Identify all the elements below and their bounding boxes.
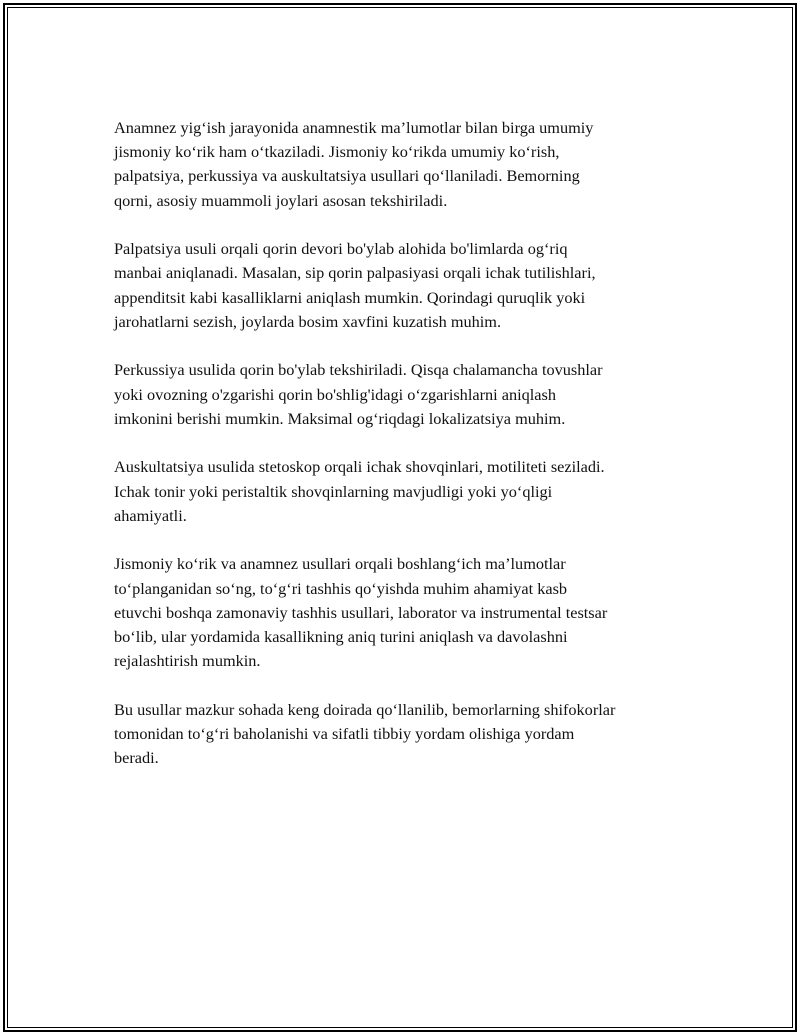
text-line: to‘planganidan so‘ng, to‘g‘ri tashhis qo‘yishda muhim ahamiyat kasb bbox=[114, 578, 568, 598]
text-line: Ichak tonir yoki peristaltik shovqinlarning mavjudligi yoki yo‘qligi bbox=[114, 481, 553, 501]
text-line: yoki ovozning o'zgarishi qorin bo'shlig'idagi o‘zgarishlarni aniqlash bbox=[114, 384, 556, 404]
text-line: Auskultatsiya usulida stetoskop orqali ichak shovqinlari, motiliteti seziladi. bbox=[114, 457, 605, 477]
paragraph-percussion bbox=[114, 358, 694, 431]
text-line: appenditsit kabi kasalliklarni aniqlash mumkin. Qorindagi quruqlik yoki bbox=[114, 287, 586, 307]
text-line: Bu usullar mazkur sohada keng doirada qo‘llanilib, bemorlarning shifokorlar bbox=[114, 699, 616, 719]
text-line: Palpatsiya usuli orqali qorin devori bo'ylab alohida bo'limlarda og‘riq bbox=[114, 239, 568, 259]
paragraph-auscultation bbox=[114, 455, 694, 528]
text-line: etuvchi boshqa zamonaviy tashhis usullari, laborator va instrumental testsar bbox=[114, 602, 608, 622]
text-line: tomonidan to‘g‘ri baholanishi va sifatli tibbiy yordam olishiga yordam bbox=[114, 724, 575, 744]
text-line: ahamiyatli. bbox=[114, 505, 187, 525]
text-line: qorni, asosiy muammoli joylari asosan tekshiriladi. bbox=[114, 190, 448, 210]
text-line: Jismoniy ko‘rik va anamnez usullari orqali boshlang‘ich ma’lumotlar bbox=[114, 554, 566, 574]
text-line: beradi. bbox=[114, 748, 159, 768]
text-line: rejalashtirish mumkin. bbox=[114, 651, 261, 671]
text-line: palpatsiya, perkussiya va auskultatsiya usullari qo‘llaniladi. Bemorning bbox=[114, 166, 580, 186]
text-line: Anamnez yig‘ish jarayonida anamnestik ma’lumotlar bilan birga umumiy bbox=[114, 118, 594, 137]
text-line: jarohatlarni sezish, joylarda bosim xavfini kuzatish muhim. bbox=[114, 311, 502, 331]
text-line: manbai aniqlanadi. Masalan, sip qorin palpasiyasi orqali ichak tutilishlari, bbox=[114, 263, 596, 283]
paragraph-diagnostics bbox=[114, 552, 694, 673]
text-line: bo‘lib, ular yordamida kasallikning aniq turini aniqlash va davolashni bbox=[114, 627, 568, 647]
paragraph-palpation bbox=[114, 237, 694, 334]
text-line: Perkussiya usulida qorin bo'ylab tekshiriladi. Qisqa chalamancha tovushlar bbox=[114, 360, 603, 380]
paragraph-anamnesis bbox=[114, 116, 694, 213]
document-body bbox=[114, 116, 694, 795]
paragraph-conclusion bbox=[114, 698, 694, 771]
text-line: jismoniy ko‘rik ham o‘tkaziladi. Jismoniy ko‘rikda umumiy ko‘rish, bbox=[114, 142, 560, 162]
text-line: imkonini berishi mumkin. Maksimal og‘riqdagi lokalizatsiya muhim. bbox=[114, 408, 566, 428]
